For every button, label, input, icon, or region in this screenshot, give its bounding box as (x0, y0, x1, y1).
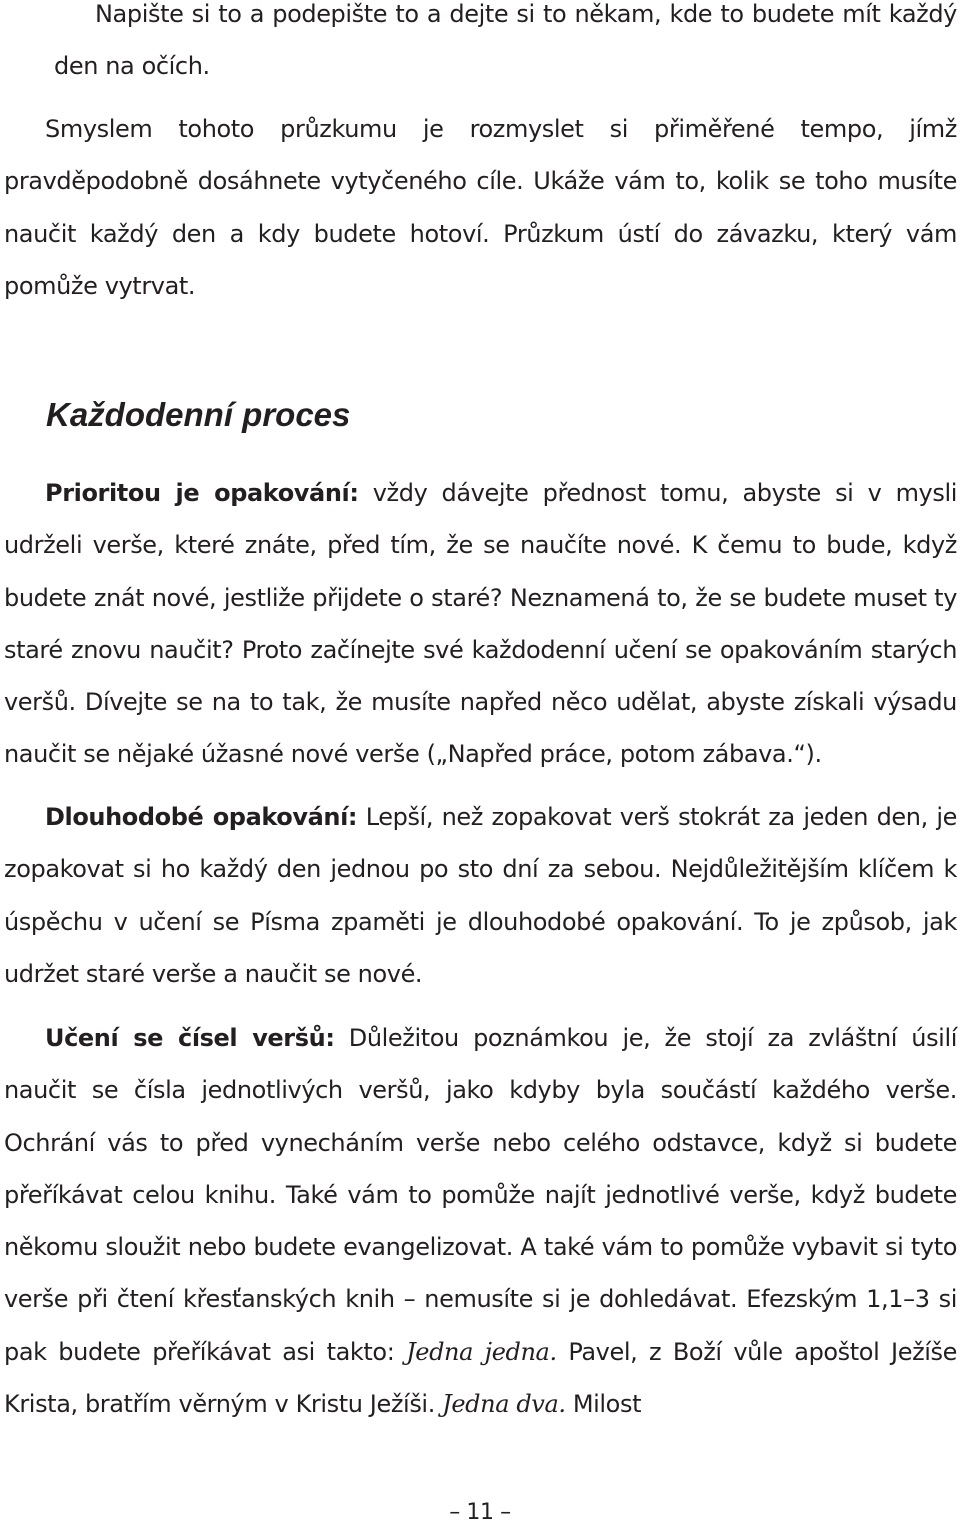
paragraph-long-term-review (4, 791, 957, 1000)
paragraph-lead: Učení se čísel veršů: (45, 1024, 335, 1052)
paragraph-lead: Prioritou je opakování: (45, 479, 359, 507)
page-number: – 11 – (449, 1500, 511, 1525)
paragraph-priority-review (4, 467, 957, 781)
intro-paragraph-1: Napište si to a podepište to a dejte si to někam, kde to budete mít každý den na očích. (54, 0, 957, 81)
intro-paragraph-2: Smyslem tohoto průzkumu je rozmyslet si přiměřené tempo, jímž pravděpodobně dosáhnete vytyčeného cíle. Ukáže vám to, kolik se toho musíte naučit každý den a kdy budete hotoví. Průzkum ústí do závazku, který vám pomůže vytrvat. (4, 115, 957, 300)
paragraph-body: Milost (565, 1390, 642, 1419)
section-heading: Každodenní proces (46, 396, 351, 433)
paragraph-body: Lepší, než zopakovat verš stokrát za jeden den, je zopakovat si ho každý den jednou po sto dní za sebou. Nejdůležitějším klíčem k úspěchu v učení se Písma zpaměti je dlouhodobé opakování. To je způsob, jak udržet staré verše a naučit se nové. (4, 803, 958, 988)
paragraph-verse-numbers (4, 1012, 957, 1430)
paragraph-body: Pavel, z Boží vůle apoštol Ježíše Krista, bratřím věrným v Kristu Ježíši. (4, 1337, 957, 1419)
paragraph-lead: Dlouhodobé opakování: (45, 803, 358, 831)
verse-reference-italic: Jedna dva. (442, 1390, 566, 1419)
paragraph-body: Důležitou poznámkou je, že stojí za zvláštní úsilí naučit se čísla jednotlivých veršů, jako kdyby byla součástí každého verše. Ochrání vás to před vynecháním verše nebo celého odstavce, když si budete přeříkávat celou knihu. Také vám to pomůže najít jednotlivé verše, když budete někomu sloužit nebo budete evangelizovat. A také vám to pomůže vybavit si tyto verše při čtení křesťanských knih – nemusíte si je dohledávat. Efezským 1,1–3 si pak budete přeříkávat asi takto: (4, 1024, 957, 1366)
verse-reference-italic: Jedna jedna. (406, 1337, 557, 1366)
paragraph-body: vždy dávejte přednost tomu, abyste si v mysli udrželi verše, které znáte, před tím, že se naučíte nové. K čemu to bude, když budete znát nové, jestliže přijdete o staré? Neznamená to, že se budete muset ty staré znovu naučit? Proto začínejte své každodenní učení se opakováním starých veršů. Dívejte se na to tak, že musíte napřed něco udělat, abyste získali výsadu naučit se nějaké úžasné nové verše („Napřed práce, potom zábava.“). (4, 479, 957, 769)
